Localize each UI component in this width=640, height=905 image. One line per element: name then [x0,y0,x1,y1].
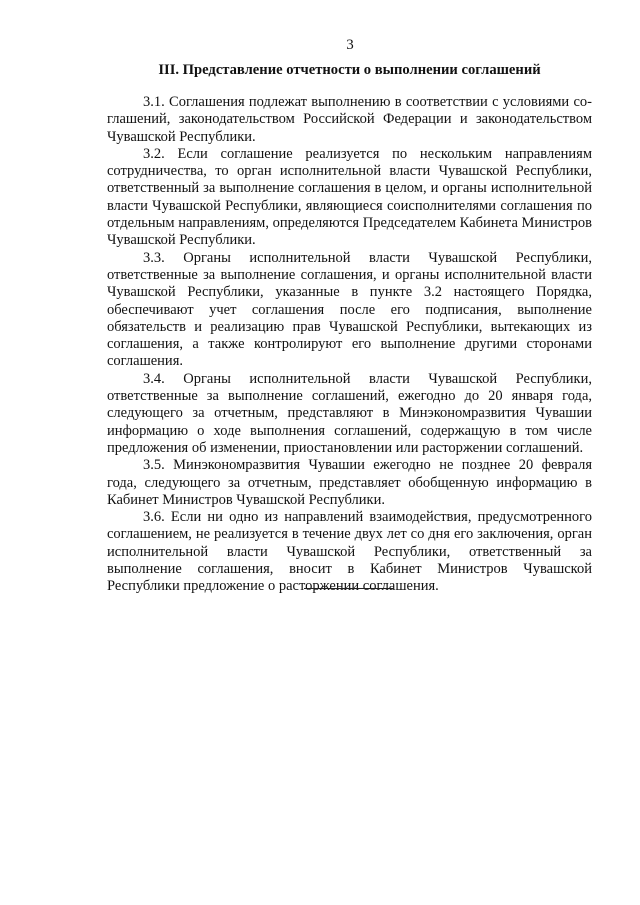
section-title: III. Представление отчетности о выполнении соглашений [158,62,541,78]
end-of-document-divider [304,588,394,589]
paragraph-3-5: 3.5. Минэкономразвития Чувашии ежегодно не позднее 20 февраля года, следующего за отчетным, представляет обобщенную информацию в Кабинет Министров Чувашской Республики. [107,457,592,508]
paragraph-3-1: 3.1. Соглашения подлежат выполнению в соответствии с условиями соглашений, законодательством Российской Федерации и законодательством Чувашской Республики. [107,94,592,145]
document-body [107,94,592,596]
page-number: 3 [346,37,354,53]
paragraph-3-4: 3.4. Органы исполнительной власти Чувашской Республики, ответственные за выполнение соглашений, ежегодно до 20 января года, следующего за отчетным, представляют в Минэкономразвития Чувашии информацию о ходе выполнения соглашений, содержащую в том числе предложения об изменении, приостановлении или расторжении соглашений. [107,370,592,456]
paragraph-3-6: 3.6. Если ни одно из направлений взаимодействия, предусмотренного соглашением, не реализуется в течение двух лет со дня его заключения, орган исполнительной власти Чувашской Республики, ответственный за выполнение соглашения, вносит в Кабинет Министров Чувашской Республики предложение о расторжении соглашения. [107,509,592,595]
paragraph-3-3: 3.3. Органы исполнительной власти Чувашской Республики, ответственные за выполнение соглашения, и органы исполнительной власти Чувашской Республики, указанные в пункте 3.2 настоящего Порядка, обеспечивают учет соглашения после его подписания, выполнение обязательств и реализацию прав Чувашской Республики, вытекающих из соглашения, а также контролируют его выполнение другими сторонами соглашения. [107,249,592,370]
paragraph-3-2: 3.2. Если соглашение реализуется по нескольким направлениям сотрудничества, то орган исполнительной власти Чувашской Республики, ответственный за выполнение соглашения в целом, и органы исполнительной власти Чувашской Республики, являющиеся соисполнителями соглашения по отдельным направлениям, определяются Председателем Кабинета Министров Чувашской Республики. [107,145,592,249]
